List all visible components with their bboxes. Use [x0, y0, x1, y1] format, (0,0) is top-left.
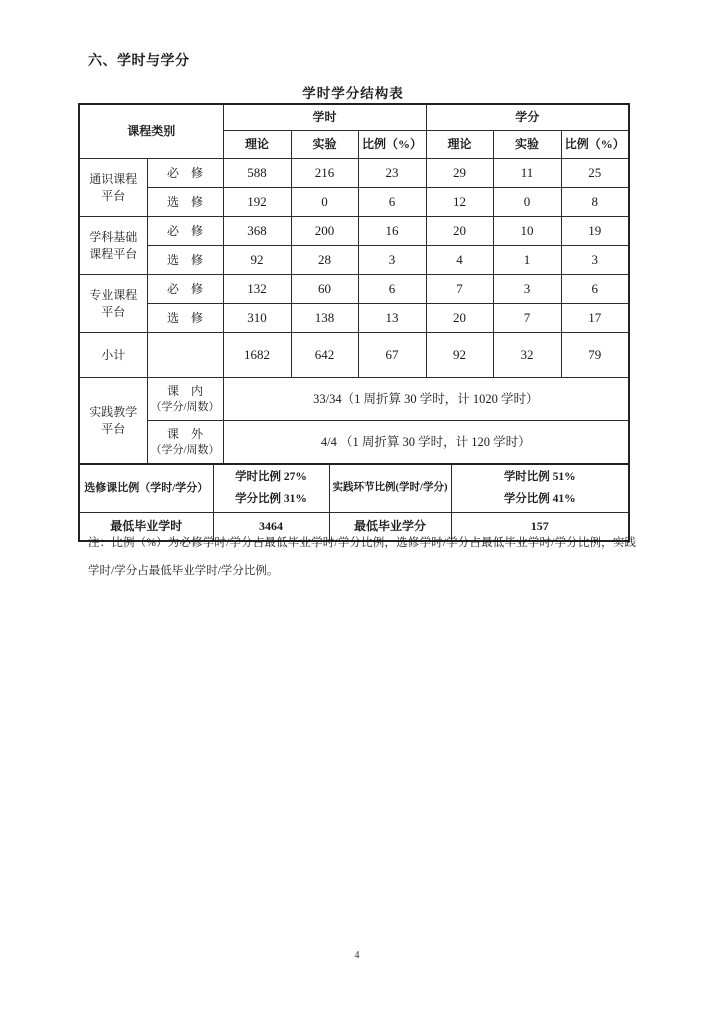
- value-cell: 6: [358, 275, 426, 304]
- value-cell: 16: [358, 217, 426, 246]
- value-cell: 25: [561, 159, 629, 188]
- practice-row: [79, 378, 629, 421]
- table-row: [79, 159, 629, 188]
- header-course-category: 课程类别: [79, 104, 223, 159]
- course-type-cell: 选 修: [147, 246, 223, 275]
- value-cell: 0: [291, 188, 358, 217]
- elective-ratio-values: [213, 464, 329, 513]
- value-cell: 79: [561, 333, 629, 378]
- value-cell: 8: [561, 188, 629, 217]
- practice-value-cell: 4/4 （1 周折算 30 学时，计 120 学时）: [223, 421, 629, 465]
- practice-ratio-label: 实践环节比例(学时/学分): [329, 464, 451, 513]
- value-cell: 19: [561, 217, 629, 246]
- value-cell: 0: [493, 188, 561, 217]
- value-cell: 23: [358, 159, 426, 188]
- value-cell: 310: [223, 304, 291, 333]
- platform-name-cell: [79, 217, 147, 275]
- value-cell: 588: [223, 159, 291, 188]
- min-hours-label: 最低毕业学时: [79, 513, 213, 542]
- value-cell: 368: [223, 217, 291, 246]
- platform-name-cell: [79, 159, 147, 217]
- value-cell: 28: [291, 246, 358, 275]
- value-cell: 7: [426, 275, 493, 304]
- value-cell: 1: [493, 246, 561, 275]
- min-credits-label: 最低毕业学分: [329, 513, 451, 542]
- header-credits-group: 学分: [426, 104, 629, 131]
- value-cell: 4: [426, 246, 493, 275]
- practice-row: [79, 421, 629, 465]
- elective-ratio-row: [79, 464, 629, 513]
- header-row-groups: [79, 104, 629, 131]
- value-cell: 200: [291, 217, 358, 246]
- hours-credits-table: [78, 103, 630, 465]
- practice-type-sublabel: （学分/周数）: [150, 443, 220, 456]
- header-hours-ratio: 比例（%）: [358, 131, 426, 159]
- platform-name-line: 学科基础: [89, 230, 138, 245]
- header-hours-theory: 理论: [223, 131, 291, 159]
- value-cell: 29: [426, 159, 493, 188]
- platform-name-line: 平台: [101, 304, 126, 319]
- table-row: [79, 188, 629, 217]
- value-cell: 216: [291, 159, 358, 188]
- value-cell: 17: [561, 304, 629, 333]
- practice-ratio-values: [451, 464, 629, 513]
- course-type-cell: 选 修: [147, 304, 223, 333]
- header-credits-ratio: 比例（%）: [561, 131, 629, 159]
- platform-name-line: 实践教学: [89, 405, 138, 420]
- header-hours-lab: 实验: [291, 131, 358, 159]
- platform-name-line: 平台: [101, 421, 126, 436]
- value-cell: 1682: [223, 333, 291, 378]
- table-title: 学时学分结构表: [302, 86, 404, 102]
- course-type-cell: 选 修: [147, 188, 223, 217]
- value-cell: 138: [291, 304, 358, 333]
- header-credits-theory: 理论: [426, 131, 493, 159]
- practice-type-cell: [147, 378, 223, 421]
- platform-name-line: 平台: [101, 188, 126, 203]
- value-cell: 3: [561, 246, 629, 275]
- practice-type-label: 课 内: [167, 384, 204, 399]
- table-row: [79, 304, 629, 333]
- practice-hours-ratio-value: 学时比例 51%: [503, 471, 576, 484]
- platform-name-cell: [79, 378, 147, 465]
- value-cell: 6: [561, 275, 629, 304]
- course-type-cell: 必 修: [147, 217, 223, 246]
- course-type-cell: 必 修: [147, 159, 223, 188]
- value-cell: 11: [493, 159, 561, 188]
- value-cell: 6: [358, 188, 426, 217]
- table-row: [79, 246, 629, 275]
- hours-ratio-value: 学时比例 27%: [235, 471, 307, 484]
- value-cell: 32: [493, 333, 561, 378]
- table-row: [79, 217, 629, 246]
- value-cell: 20: [426, 217, 493, 246]
- header-credits-lab: 实验: [493, 131, 561, 159]
- value-cell: 67: [358, 333, 426, 378]
- table-container: [78, 103, 628, 542]
- value-cell: 3: [493, 275, 561, 304]
- practice-credits-ratio-value: 学分比例 41%: [503, 492, 576, 505]
- practice-type-cell: [147, 421, 223, 465]
- value-cell: 20: [426, 304, 493, 333]
- platform-name-line: 专业课程: [89, 288, 138, 303]
- value-cell: 92: [223, 246, 291, 275]
- platform-name-line: 通识课程: [89, 172, 138, 187]
- value-cell: 60: [291, 275, 358, 304]
- practice-type-label: 课 外: [167, 427, 204, 442]
- platform-name-cell: [79, 275, 147, 333]
- table-row: [79, 275, 629, 304]
- value-cell: 132: [223, 275, 291, 304]
- header-hours-group: 学时: [223, 104, 426, 131]
- value-cell: 7: [493, 304, 561, 333]
- subtotal-label: 小计: [79, 333, 147, 378]
- value-cell: 192: [223, 188, 291, 217]
- footnote: 注：比例（%）为必修学时/学分占最低毕业学时/学分比例，选修学时/学分占最低毕业学时/学分比例，实践学时/学分占最低毕业学时/学分比例。: [88, 537, 636, 577]
- subtotal-row: [79, 333, 629, 378]
- page-number: 4: [354, 950, 360, 961]
- value-cell: 12: [426, 188, 493, 217]
- value-cell: 10: [493, 217, 561, 246]
- min-hours-value: 3464: [213, 513, 329, 542]
- min-credits-value: 157: [451, 513, 629, 542]
- section-heading: 六、学时与学分: [88, 53, 190, 69]
- platform-name-line: 课程平台: [89, 246, 138, 261]
- course-type-cell: 必 修: [147, 275, 223, 304]
- elective-ratio-label: 选修课比例（学时/学分）: [79, 464, 213, 513]
- practice-value-cell: 33/34（1 周折算 30 学时，计 1020 学时）: [223, 378, 629, 421]
- value-cell: 3: [358, 246, 426, 275]
- value-cell: 92: [426, 333, 493, 378]
- empty-cell: [147, 333, 223, 378]
- value-cell: 13: [358, 304, 426, 333]
- credits-ratio-value: 学分比例 31%: [235, 492, 307, 505]
- value-cell: 642: [291, 333, 358, 378]
- practice-type-sublabel: （学分/周数）: [150, 400, 220, 413]
